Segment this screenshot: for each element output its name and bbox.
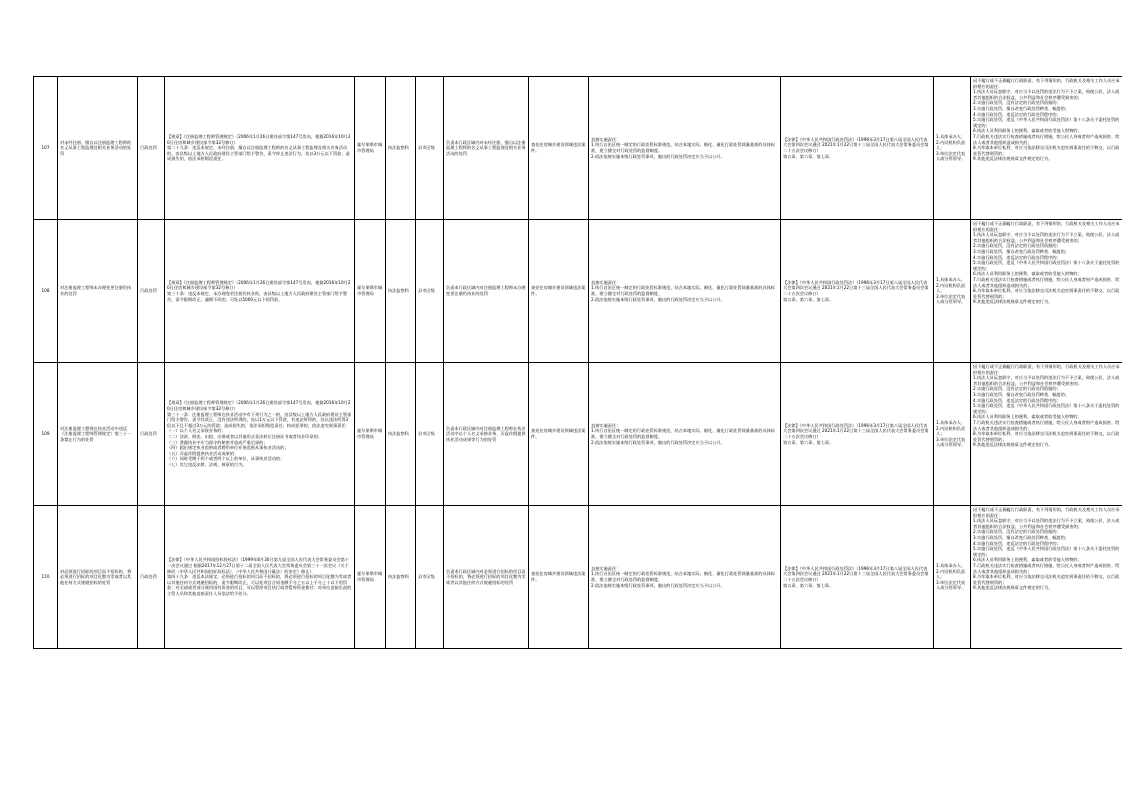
legal-basis: 【规章】《注册监理工程师管理规定》（2006年1月26日建设部令第147号发布，根据2016年10月20日住房和城乡建设部令第32号修订） 第三十条：违反本规定，未办理变更注册仍执业的，由县级以上地方人民政府建设主管部门给予警告，责令限期改正；逾期不改的，可处以5000元以下的罚款。 (165, 220, 355, 363)
item-type: 行政处罚 (138, 506, 165, 649)
sub-unit: 执法监察科 (386, 506, 416, 649)
duty-content: 负责本行政区域内对必须进行招标的项目而不招标的，将必须进行招标的项目化整为零或者以其他任何方式规避招标的处罚 (444, 506, 529, 649)
accountability: 因不履行或不正确履行行政职责，有下列情形的，行政机关及相关工作人员应承担相应的责任： 1.执法人员玩忽职守，对应当予以处罚的违法行为不予立案，致使公民、法人或者其他组织的合法权益、公共利益和社会秩序遭受损害的； 2.实施行政处罚，没有法定的行政处罚依据的； 3.实施行政处罚，擅自改变行政处罚种类、幅度的； 4.实施行政处罚，违反法定的行政处罚程序的； 5.实施行政处罚，违反《中华人民共和国行政处罚法》第十八条关于委托处罚的规定的； 6.执法人员利用职务上的便利，索取或者收受他人财物的； 7.行政机关违法实行检查措施或者执行措施，给公民人身或者财产造成损害、给法人或者其他组织造成损失的； 8.为牟取本单位私利，对应当依法移交司法机关追究刑事责任的不移交，以行政处罚代替刑罚的； 9.其他违反法律法规规章文件规定的行为。 (971, 506, 1122, 649)
row-number: 110 (34, 506, 58, 649)
duty-law-basis: 【法律】《中华人民共和国行政处罚法》（1996年3月17日第八届全国人民代表大会第四次会议通过 2021年1月22日第十三届全国人民代表大会常务委员会第二十五次会议修订） 第五章、第六章、第七章。 (781, 506, 934, 649)
legal-basis: 【法律】《中华人民共和国招标投标法》（1999年8月30日第九届全国人民代表大会常务委员会第十一次会议通过 根据2017年12月27日第十二届全国人民代表大会常务委员会第三十一次会议《关于修改〈中华人民共和国招标投标法〉、〈中华人民共和国计量法〉的决定》修正） 第四十九条：违反本法规定，必须进行招标的项目而不招标的，将必须进行招标的项目化整为零或者以其他任何方式规避招标的，责令限期改正，可以处项目合同金额千分之五以上千分之十以下的罚款；对全部或者部分使用国有资金的项目，可以暂停项目执行或者暂停资金拨付；对单位直接负责的主管人员和其他直接责任人员依法给予处分。 (165, 506, 355, 649)
row-number: 107 (34, 77, 58, 220)
item-name: 对注册监理工程师未办理变更注册仍执业的处罚 (58, 220, 138, 363)
item-type: 行政处罚 (138, 363, 165, 506)
table-row (34, 363, 1122, 506)
duty-scope: 查处住房城乡建设领域违法案件。 (529, 506, 589, 649)
row-number: 109 (34, 363, 58, 506)
department: 霍尔果斯市城市管理局 (355, 363, 386, 506)
exercise-level: 县市区级 (416, 77, 444, 220)
implementation-duty: 直接实施责任： 1.执行自治区统一制定的行政处罚标准规范，结合本地实际，细化、量化行政处罚裁量基准的具体标准，建立健全对行政处罚的监督制度。 2.依法依规实施本级行政处罚事项，做出的行政处罚决定应当予以公开。 (589, 220, 781, 363)
duty-law-basis: 【法律】《中华人民共和国行政处罚法》（1996年3月17日第八届全国人民代表大会第四次会议通过 2021年1月22日第十三届全国人民代表大会常务委员会第二十五次会议修订） 第五章、第六章、第七章。 (781, 363, 934, 506)
department: 霍尔果斯市城市管理局 (355, 506, 386, 649)
exercise-level: 县市区级 (416, 506, 444, 649)
accountability: 因不履行或不正确履行行政职责，有下列情形的，行政机关及相关工作人员应承担相应的责任： 1.执法人员玩忽职守，对应当予以处罚的违法行为不予立案，致使公民、法人或者其他组织的合法权益、公共利益和社会秩序遭受损害的； 2.实施行政处罚，没有法定的行政处罚依据的； 3.实施行政处罚，擅自改变行政处罚种类、幅度的； 4.实施行政处罚，违反法定的行政处罚程序的； 5.实施行政处罚，违反《中华人民共和国行政处罚法》第十八条关于委托处罚的规定的； 6.执法人员利用职务上的便利，索取或者收受他人财物的； 7.行政机关违法实行检查措施或者执行措施，给公民人身或者财产造成损害、给法人或者其他组织造成损失的； 8.为牟取本单位私利，对应当依法移交司法机关追究刑事责任的不移交，以行政处罚代替刑罚的； 9.其他违反法律法规规章文件规定的行为。 (971, 363, 1122, 506)
department: 霍尔果斯市城市管理局 (355, 77, 386, 220)
exercise-level: 县市区级 (416, 220, 444, 363)
responsible-persons: 1.具体承办人； 2.内设机构负责人； 3.单位法定代表人或分管领导。 (934, 506, 971, 649)
item-type: 行政处罚 (138, 77, 165, 220)
duty-content: 负责本行政区域内对未经注册，擅自以注册监理工程师的名义从事工程监理及相关业务活动的处罚 (444, 77, 529, 220)
duty-content: 负责本行政区域内对注册监理工程师未办理变更注册仍执业的处罚 (444, 220, 529, 363)
duty-content: 负责本行政区域内对注册监理工程师在执业活动中以个人名义承接业务、弄虚作假提供执业活动成果等行为的处罚 (444, 363, 529, 506)
table-row (34, 506, 1122, 649)
legal-basis: 【规章】《注册监理工程师管理规定》（2006年1月26日建设部令第147号发布，根据2016年10月20日住房和城乡建设部令第32号修订） 第三十一条：注册监理工程师在执业活动中有下列行为之一的，由县级以上地方人民政府建设主管部门给予警告，责令其改正，没有违法所得的，处以1万元以下罚款，有违法所得的，处以违法所得3倍以下且不超过3万元的罚款；造成损失的，依法承担赔偿责任；构成犯罪的，依法追究刑事责任： （一）以个人名义承接业务的； （二）涂改、倒卖、出租、出借或者以其他形式非法转让注册证书或者执业印章的； （三）泄露执业中应当保守的秘密并造成严重后果的； （四）超出规定执业范围或者聘用单位业务范围从事执业活动的； （五）弄虚作假提供执业活动成果的； （六）同时受聘于两个或者两个以上的单位，从事执业活动的； （七）其它违反法律、法规、规章的行为。 (165, 363, 355, 506)
item-name: 对注册监理工程师在执业活动中违反《注册监理工程师管理规定》第三十一条禁止行为的处罚 (58, 363, 138, 506)
exercise-level: 县市区级 (416, 363, 444, 506)
duty-scope: 查处住房城乡建设领域违法案件。 (529, 220, 589, 363)
duty-scope: 查处住房城乡建设领域违法案件。 (529, 363, 589, 506)
duty-law-basis: 【法律】《中华人民共和国行政处罚法》（1996年3月17日第八届全国人民代表大会第四次会议通过 2021年1月22日第十三届全国人民代表大会常务委员会第二十五次会议修订） 第五章、第六章、第七章。 (781, 77, 934, 220)
row-number: 108 (34, 220, 58, 363)
duty-law-basis: 【法律】《中华人民共和国行政处罚法》（1996年3月17日第八届全国人民代表大会第四次会议通过 2021年1月22日第十三届全国人民代表大会常务委员会第二十五次会议修订） 第五章、第六章、第七章。 (781, 220, 934, 363)
responsible-persons: 1.具体承办人； 2.内设机构负责人； 3.单位法定代表人或分管领导。 (934, 220, 971, 363)
implementation-duty: 直接实施责任： 1.执行自治区统一制定的行政处罚标准规范，结合本地实际，细化、量化行政处罚裁量基准的具体标准，建立健全对行政处罚的监督制度。 2.依法依规实施本级行政处罚事项，做出的行政处罚决定应当予以公开。 (589, 506, 781, 649)
item-name: 对未经注册，擅自以注册监理工程师的名义从事工程监理及相关业务活动的处罚 (58, 77, 138, 220)
implementation-duty: 直接实施责任： 1.执行自治区统一制定的行政处罚标准规范，结合本地实际，细化、量化行政处罚裁量基准的具体标准，建立健全对行政处罚的监督制度。 2.依法依规实施本级行政处罚事项，做出的行政处罚决定应当予以公开。 (589, 77, 781, 220)
department: 霍尔果斯市城市管理局 (355, 220, 386, 363)
duty-list-table (33, 76, 1122, 649)
sub-unit: 执法监察科 (386, 363, 416, 506)
table-row (34, 220, 1122, 363)
item-type: 行政处罚 (138, 220, 165, 363)
responsible-persons: 1.具体承办人； 2.内设机构负责人； 3.单位法定代表人或分管领导。 (934, 77, 971, 220)
legal-basis: 【规章】《注册监理工程师管理规定》（2006年1月26日建设部令第147号发布，根据2016年10月20日住房和城乡建设部令第32号修订） 第二十九条：违反本规定，未经注册，擅自以注册监理工程师的名义从事工程监理及相关业务活动的，由县级以上地方人民政府建设主管部门给予警告，责令停止违法行为，处以3万元以下罚款；造成损失的，依法承担赔偿责任。 (165, 77, 355, 220)
item-name: 对必须进行招标的项目而不招标的，将必须进行招标的项目化整为零或者以其他任何方式规避招标的处罚 (58, 506, 138, 649)
duty-scope: 查处住房城乡建设领域违法案件。 (529, 77, 589, 220)
implementation-duty: 直接实施责任： 1.执行自治区统一制定的行政处罚标准规范，结合本地实际，细化、量化行政处罚裁量基准的具体标准，建立健全对行政处罚的监督制度。 2.依法依规实施本级行政处罚事项，做出的行政处罚决定应当予以公开。 (589, 363, 781, 506)
sub-unit: 执法监察科 (386, 220, 416, 363)
responsible-persons: 1.具体承办人； 2.内设机构负责人； 3.单位法定代表人或分管领导。 (934, 363, 971, 506)
accountability: 因不履行或不正确履行行政职责，有下列情形的，行政机关及相关工作人员应承担相应的责任： 1.执法人员玩忽职守，对应当予以处罚的违法行为不予立案，致使公民、法人或者其他组织的合法权益、公共利益和社会秩序遭受损害的； 2.实施行政处罚，没有法定的行政处罚依据的； 3.实施行政处罚，擅自改变行政处罚种类、幅度的； 4.实施行政处罚，违反法定的行政处罚程序的； 5.实施行政处罚，违反《中华人民共和国行政处罚法》第十八条关于委托处罚的规定的； 6.执法人员利用职务上的便利，索取或者收受他人财物的； 7.行政机关违法实行检查措施或者执行措施，给公民人身或者财产造成损害、给法人或者其他组织造成损失的； 8.为牟取本单位私利，对应当依法移交司法机关追究刑事责任的不移交，以行政处罚代替刑罚的； 9.其他违反法律法规规章文件规定的行为。 (971, 220, 1122, 363)
sub-unit: 执法监察科 (386, 77, 416, 220)
accountability: 因不履行或不正确履行行政职责，有下列情形的，行政机关及相关工作人员应承担相应的责任： 1.执法人员玩忽职守，对应当予以处罚的违法行为不予立案，致使公民、法人或者其他组织的合法权益、公共利益和社会秩序遭受损害的； 2.实施行政处罚，没有法定的行政处罚依据的； 3.实施行政处罚，擅自改变行政处罚种类、幅度的； 4.实施行政处罚，违反法定的行政处罚程序的； 5.实施行政处罚，违反《中华人民共和国行政处罚法》第十八条关于委托处罚的规定的； 6.执法人员利用职务上的便利，索取或者收受他人财物的； 7.行政机关违法实行检查措施或者执行措施，给公民人身或者财产造成损害、给法人或者其他组织造成损失的； 8.为牟取本单位私利，对应当依法移交司法机关追究刑事责任的不移交，以行政处罚代替刑罚的； 9.其他违反法律法规规章文件规定的行为。 (971, 77, 1122, 220)
table-row (34, 77, 1122, 220)
